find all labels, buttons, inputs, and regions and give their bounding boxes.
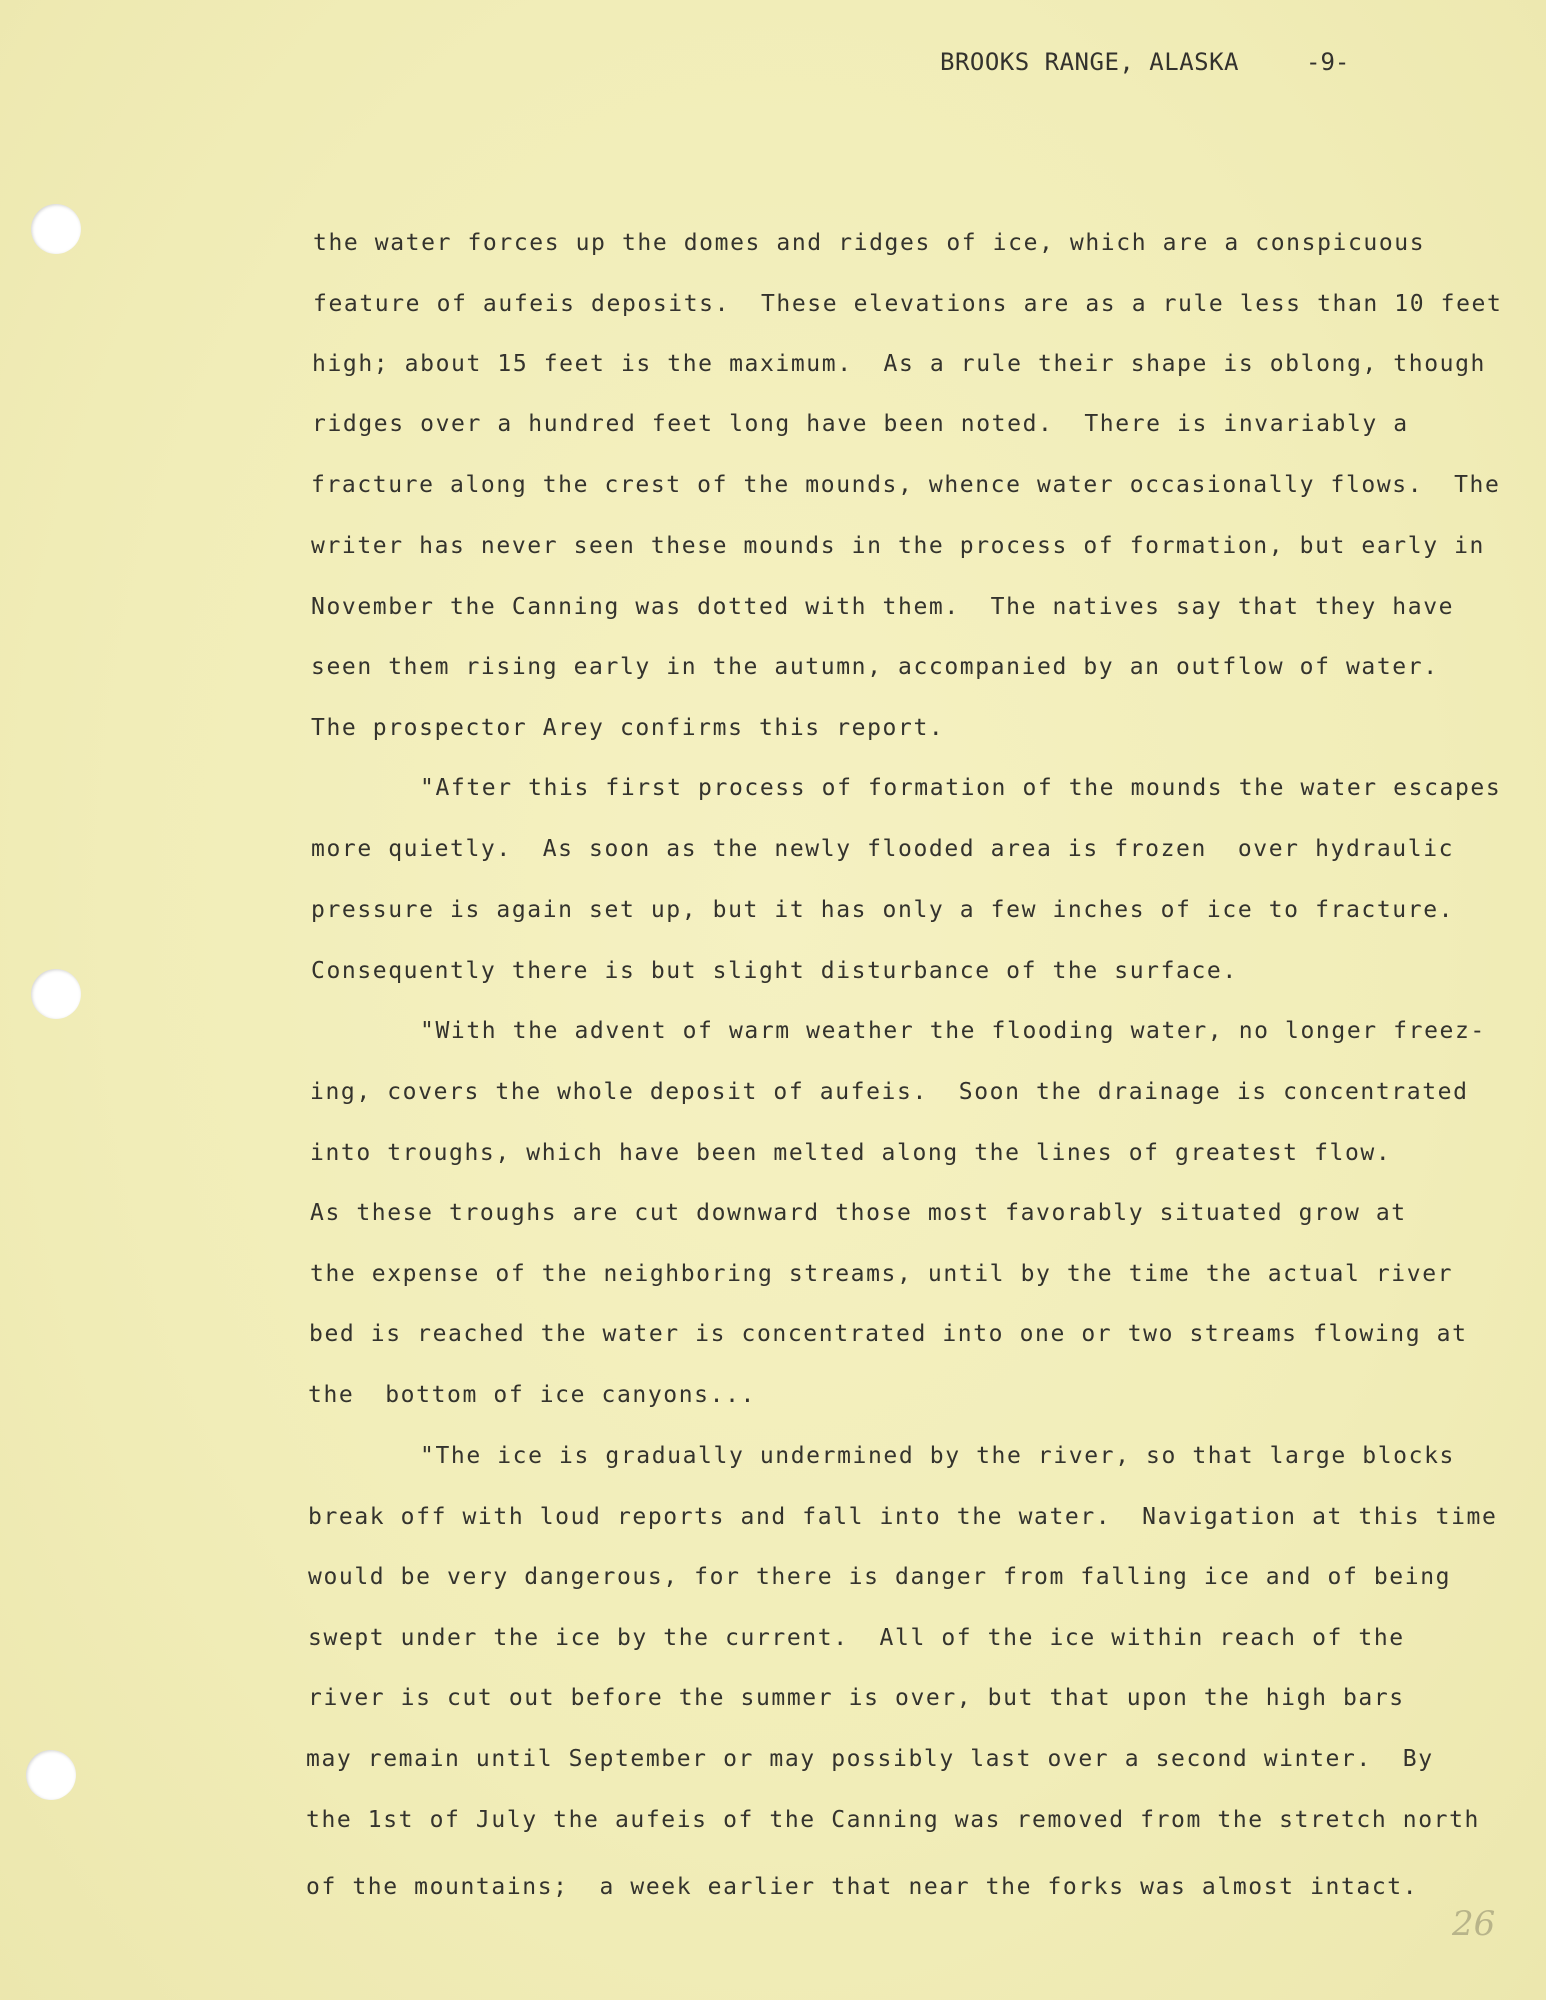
handwritten-annotation: 26: [1452, 1904, 1496, 1944]
text-line: bed is reached the water is concentrated into one or two streams flowing at: [309, 1321, 1468, 1347]
text-line: ridges over a hundred feet long have been noted. There is invariably a: [312, 411, 1409, 437]
running-header: BROOKS RANGE, ALASKA: [940, 48, 1239, 76]
text-line: feature of aufeis deposits. These elevations are as a rule less than 10 feet: [313, 291, 1503, 317]
text-line: seen them rising early in the autumn, accompanied by an outflow of water.: [311, 654, 1439, 680]
text-line: into troughs, which have been melted along the lines of greatest flow.: [310, 1140, 1392, 1166]
text-line: the water forces up the domes and ridges of ice, which are a conspicuous: [313, 230, 1426, 256]
binder-hole-bottom: [26, 1750, 76, 1800]
text-line: of the mountains; a week earlier that near the forks was almost intact.: [306, 1874, 1419, 1900]
page-number: -9-: [1306, 48, 1350, 76]
text-line: As these troughs are cut downward those most favorably situated grow at: [310, 1200, 1407, 1226]
text-line: break off with loud reports and fall into the water. Navigation at this time: [308, 1504, 1498, 1530]
text-line: "With the advent of warm weather the flooding water, no longer freez-: [420, 1018, 1486, 1044]
text-line: "After this first process of formation of the mounds the water escapes: [420, 775, 1502, 801]
text-line: high; about 15 feet is the maximum. As a rule their shape is oblong, though: [312, 351, 1486, 377]
text-line: river is cut out before the summer is over, but that upon the high bars: [308, 1685, 1405, 1711]
text-line: the expense of the neighboring streams, until by the time the actual river: [310, 1261, 1454, 1287]
text-line: may remain until September or may possibly last over a second winter. By: [306, 1746, 1434, 1772]
text-line: fracture along the crest of the mounds, whence water occasionally flows. The: [311, 472, 1501, 498]
binder-hole-middle: [31, 969, 81, 1019]
text-line: The prospector Arey confirms this report.: [311, 715, 945, 741]
text-line: the 1st of July the aufeis of the Canning was removed from the stretch north: [306, 1807, 1480, 1833]
text-line: ing, covers the whole deposit of aufeis. Soon the drainage is concentrated: [310, 1079, 1469, 1105]
text-line: writer has never seen these mounds in the process of formation, but early in: [311, 533, 1485, 559]
text-line: "The ice is gradually undermined by the river, so that large blocks: [420, 1443, 1455, 1469]
binder-hole-top: [31, 204, 81, 254]
text-line: more quietly. As soon as the newly flooded area is frozen over hydraulic: [311, 836, 1455, 862]
text-line: swept under the ice by the current. All of the ice within reach of the: [308, 1625, 1405, 1651]
text-line: pressure is again set up, but it has only a few inches of ice to fracture.: [311, 897, 1455, 923]
text-line: the bottom of ice canyons...: [308, 1382, 756, 1408]
text-line: Consequently there is but slight disturbance of the surface.: [311, 958, 1238, 984]
text-line: November the Canning was dotted with them. The natives say that they have: [311, 594, 1455, 620]
text-line: would be very dangerous, for there is danger from falling ice and of being: [308, 1564, 1452, 1590]
